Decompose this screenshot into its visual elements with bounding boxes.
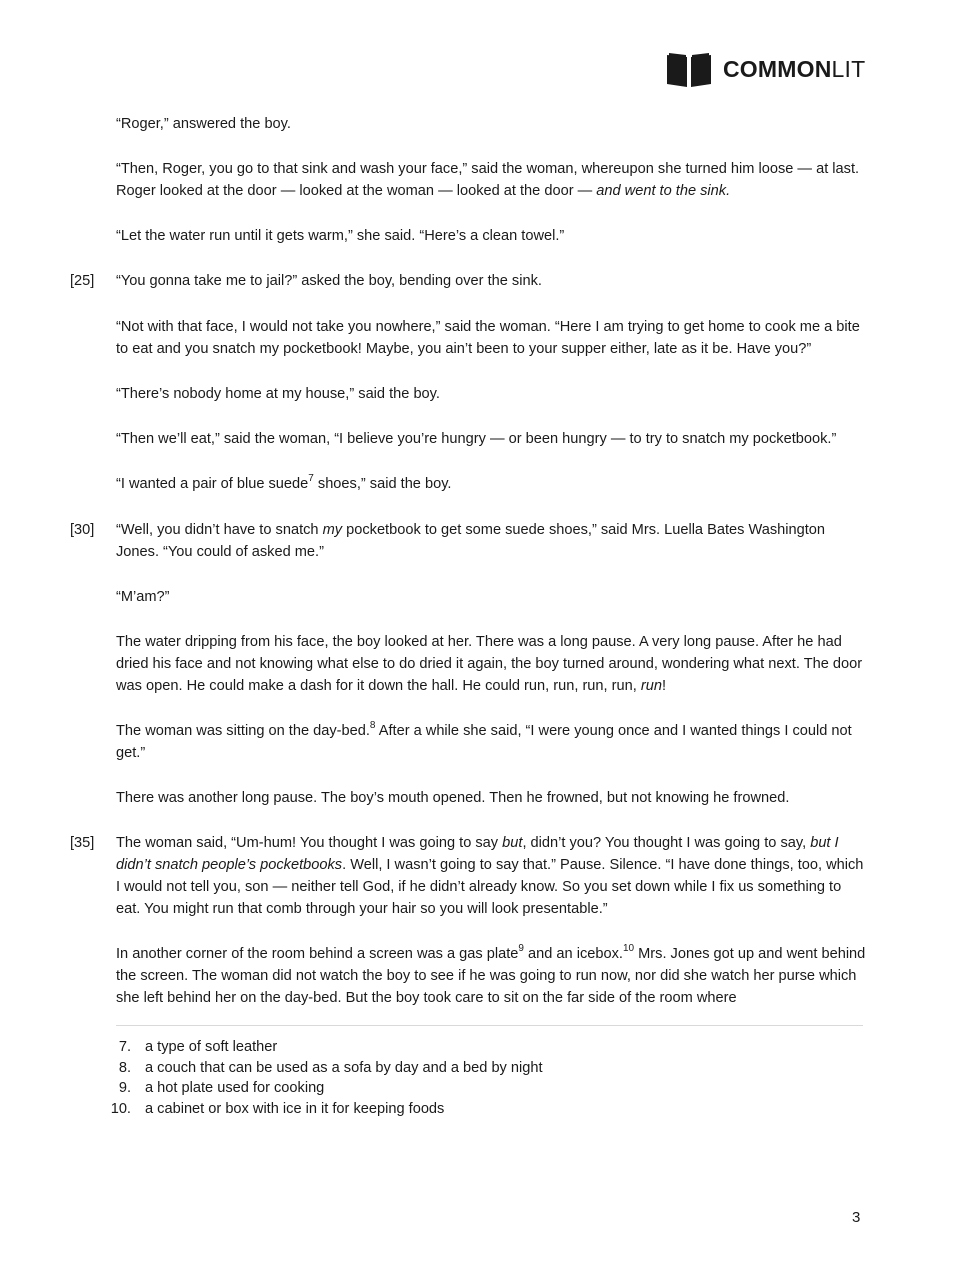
footnote-ref: 8: [369, 720, 376, 732]
page-number: 3: [852, 1209, 861, 1226]
paragraph: “Let the water run until it gets warm,” she said. “Here’s a clean towel.”: [116, 228, 565, 244]
paragraph: “You gonna take me to jail?” asked the boy, bending over the sink.: [116, 273, 542, 289]
footnote-ref: 10: [622, 943, 635, 955]
paragraph: “There’s nobody home at my house,” said the boy.: [116, 386, 440, 402]
line-marker: [25]: [70, 273, 95, 289]
paragraph: In another corner of the room behind a screen was a gas plate$^9$ and an icebox.$^{10}$ Mrs. Jones got up and went behind the screen. The woman did not watch the boy to see if he was going to run now, nor did she watch her purse which she left behind her on the day-bed. But the boy took care to sit on the far side of the room where: [116, 943, 866, 1006]
paragraph: “M’am?”: [116, 589, 170, 605]
paragraph: The woman was sitting on the day-bed.$^8$ After a while she said, “I were young once and I wanted things I could not get.”: [116, 720, 852, 761]
footnote-item: 9. a hot plate used for cooking: [118, 1080, 325, 1096]
paragraph: “Roger,” answered the boy.: [116, 116, 291, 132]
paragraph: The water dripping from his face, the boy looked at her. There was a long pause. A very long pause. After he had dried his face and not knowing what else to do dried it again, the boy turned around, wondering what next. The door was open. He could make a dash for it down the hall. He could run, run, run, run, run!: [116, 634, 863, 694]
line-marker: [30]: [70, 522, 95, 538]
footnote-item: 10. a cabinet or box with ice in it for keeping foods: [110, 1100, 445, 1117]
paragraph: There was another long pause. The boy’s mouth opened. Then he frowned, but not knowing he frowned.: [116, 790, 790, 806]
paragraph: “Not with that face, I would not take you nowhere,” said the woman. “Here I am trying to get home to cook me a bite to eat and you snatch my pocketbook! Maybe, you ain’t been to your supper either, late as it be. Have you?”: [116, 319, 860, 357]
line-marker: [35]: [70, 835, 95, 851]
book-icon: [665, 50, 713, 88]
paragraph: “I wanted a pair of blue suede$^7$ shoes,” said the boy.: [116, 473, 452, 492]
paragraph: “Then, Roger, you go to that sink and wash your face,” said the woman, whereupon she turned him loose — at last. Roger looked at the door — looked at the woman — looked at the door — and went to the sink.: [116, 161, 860, 199]
footnote-ref: 7: [308, 473, 314, 485]
footnote-item: 8. a couch that can be used as a sofa by day and a bed by night: [118, 1059, 543, 1076]
paragraph: “Well, you didn’t have to snatch my pocketbook to get some suede shoes,” said Mrs. Luella Bates Washington Jones. “You could of asked me.”: [116, 522, 826, 560]
brand-name: COMMONLIT: [723, 55, 866, 82]
footnotes-list: [100, 1037, 543, 1119]
paragraph: The woman said, “Um-hum! You thought I was going to say but, didn’t you? You thought I was going to say, but I didn’t snatch people’s pocketbooks. Well, I wasn’t going to say that.” Pause. Silence. “I have done things, too, which I would not tell you, son — neither tell God, if he didn’t already know. So you set down while I fix us something to eat. You might run that comb through your hair so you will look presentable.”: [116, 835, 864, 917]
footnote-ref: 9: [518, 943, 524, 955]
footnote-item: 7. a type of soft leather: [118, 1039, 278, 1055]
footnote-divider: [116, 1025, 863, 1026]
paragraph: “Then we’ll eat,” said the woman, “I believe you’re hungry — or been hungry — to try to snatch my pocketbook.”: [116, 431, 837, 447]
commonlit-logo: [665, 50, 865, 88]
